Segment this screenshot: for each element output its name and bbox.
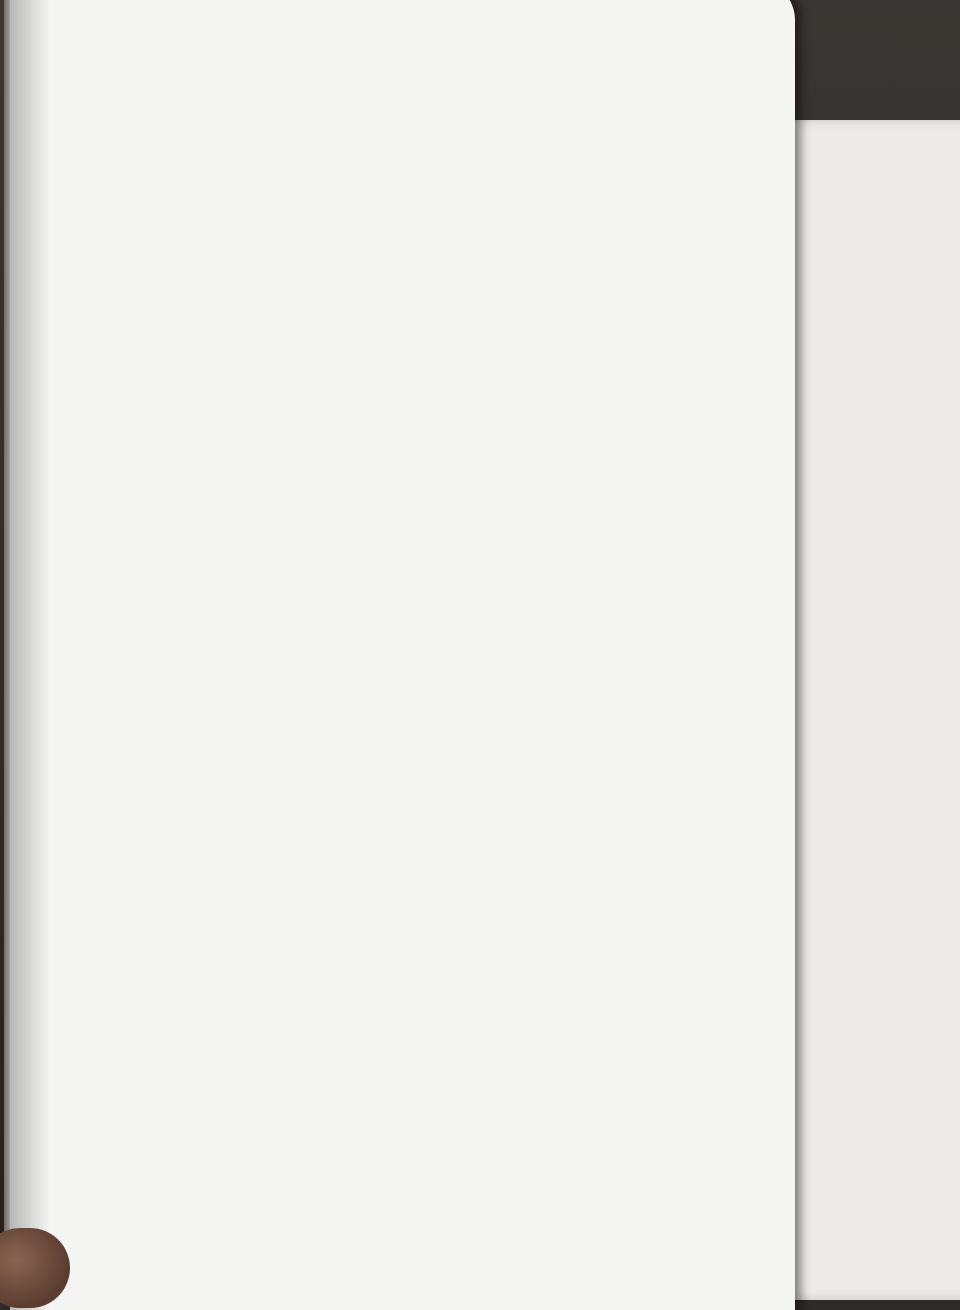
left-page (10, 0, 795, 1310)
right-page (782, 120, 960, 1300)
table-of-contents (10, 0, 795, 1240)
